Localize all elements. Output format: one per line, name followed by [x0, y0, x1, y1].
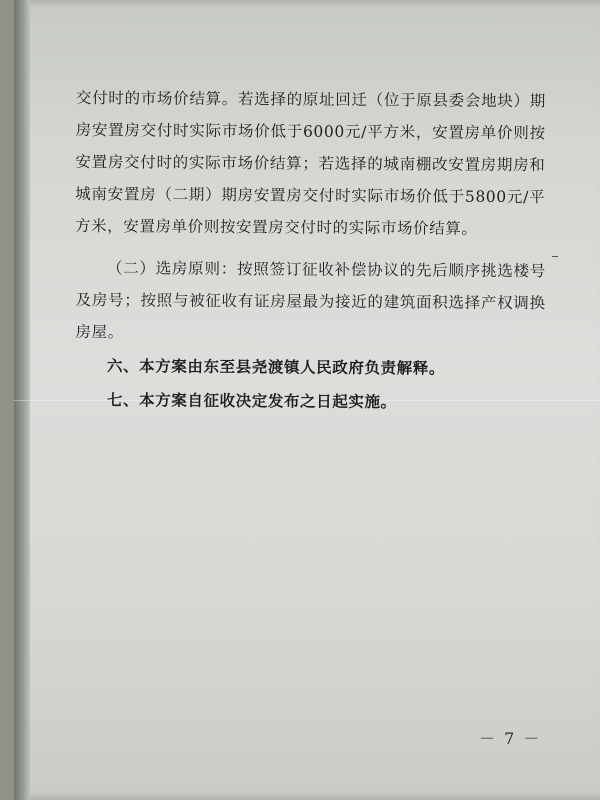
- paragraph-interpretation-clause: 六、本方案由东至县尧渡镇人民政府负责解释。: [106, 357, 446, 378]
- paper-mark: [552, 256, 558, 257]
- paragraph-housing-selection-principle: （二）选房原则：按照签订征收补偿协议的先后顺序挑选楼号及房号；按照与被征收有证房屋最为接近的建筑面积选择产权调换房屋。: [75, 259, 546, 342]
- page-number: － 7 －: [479, 729, 542, 748]
- paragraph-price-settlement: 交付时的市场价结算。若选择的原址回迁（位于原县委会地块）期房安置房交付时实际市场价低于6000元/平方米，安置房单价则按安置房交付时的实际市场价结算；若选择的城南棚改安置房期房和城南安置房（二期）期房安置房交付时实际市场价低于5800元/平方米，安置房单价则按安置房交付时的实际市场价结算。: [74, 88, 546, 238]
- document-page: [14, 0, 600, 800]
- document-body: [76, 82, 546, 416]
- paragraph-effective-clause: 七、本方案自征收决定发布之日起实施。: [106, 391, 397, 412]
